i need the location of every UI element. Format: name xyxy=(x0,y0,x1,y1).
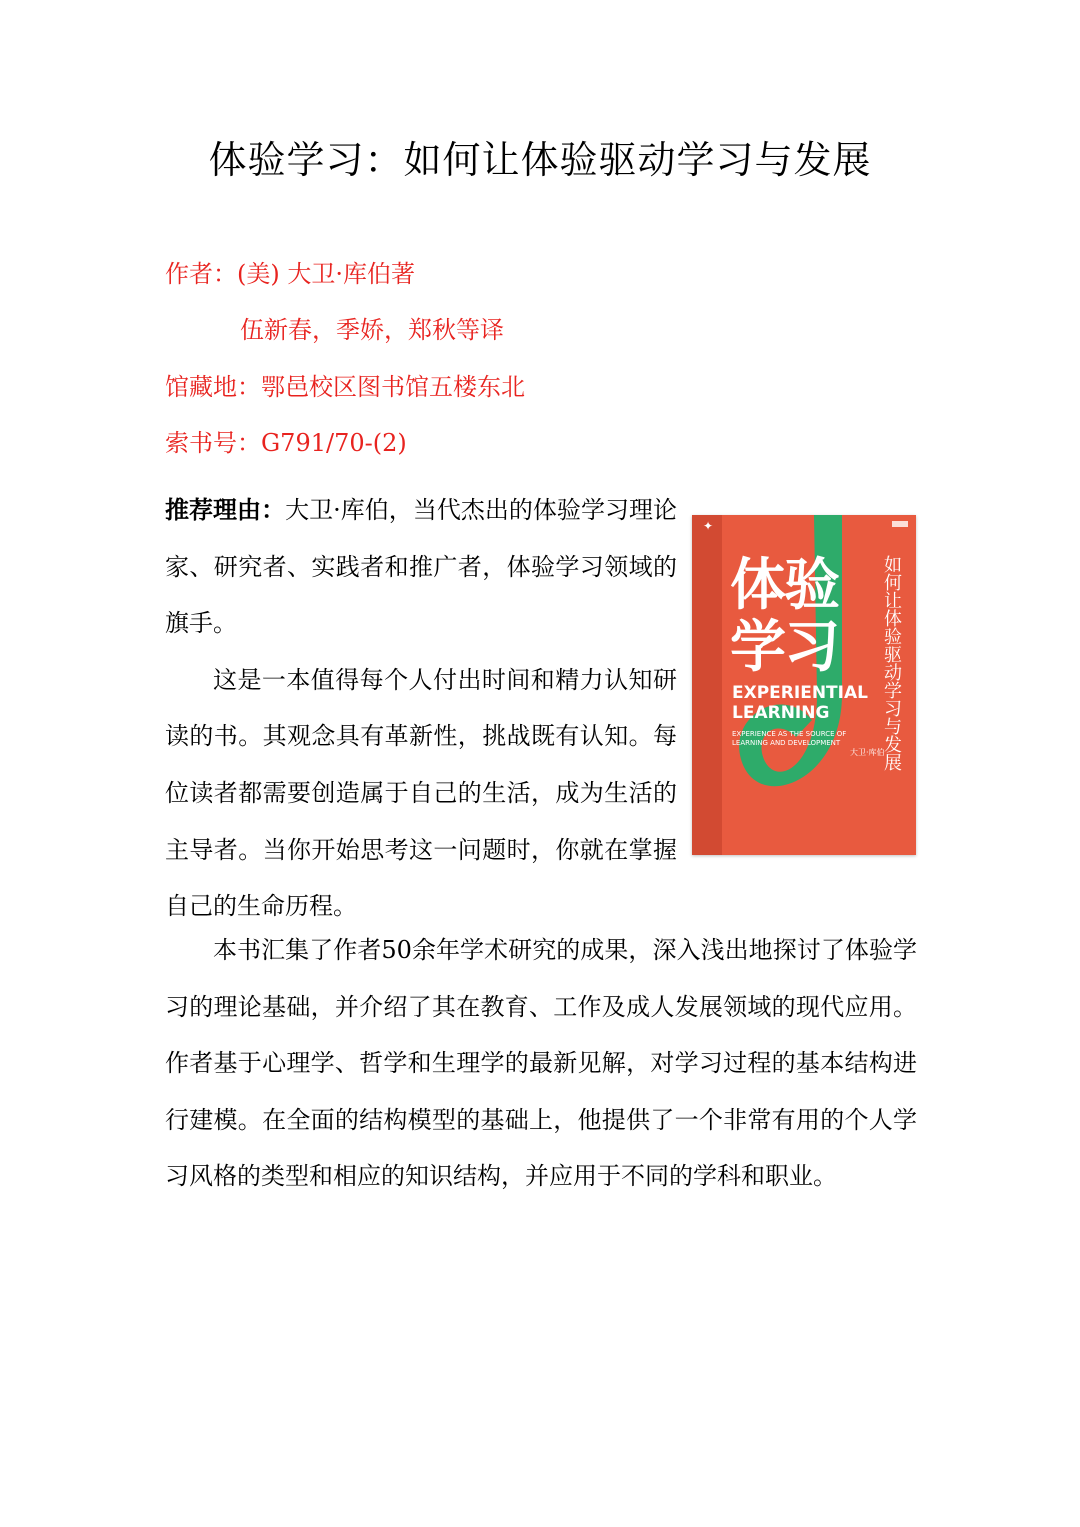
cover-author: 大卫·库伯 xyxy=(850,748,885,757)
translator-line: 伍新春，季娇，郑秋等译 xyxy=(240,316,504,344)
recommendation-section xyxy=(165,482,677,935)
description-paragraph: 本书汇集了作者50余年学术研究的成果，深入浅出地探讨了体验学习的理论基础，并介绍了其在教育、工作及成人发展领域的现代应用。作者基于心理学、哲学和生理学的最新见解，对学习过程的基本结构进行建模。在全面的结构模型的基础上，他提供了一个非常有用的个人学习风格的类型和相应的知识结构，并应用于不同的学科和职业。 xyxy=(165,936,917,1191)
cover-subtitle-cn: 如何让体验驱动学习与发展 xyxy=(881,555,902,771)
author-line: 作者：(美) 大卫·库伯著 xyxy=(165,260,415,288)
publisher-logo-icon: ✦ xyxy=(702,519,714,533)
page-title: 体验学习：如何让体验驱动学习与发展 xyxy=(208,138,872,182)
cover-title-cn: 体验学习 xyxy=(730,553,838,680)
location-line: 馆藏地：鄂邑校区图书馆五楼东北 xyxy=(165,373,525,401)
recommendation-paragraph-1 xyxy=(165,482,677,652)
call-number-line: 索书号：G791/70-(2) xyxy=(165,429,407,457)
book-cover-image xyxy=(692,515,916,855)
recommendation-paragraph-2: 这是一本值得每个人付出时间和精力认知研读的书。其观念具有革新性，挑战既有认知。每位读者都需要创造属于自己的生活，成为生活的主导者。当你开始思考这一问题时，你就在掌握自己的生命历程。 xyxy=(165,665,677,921)
cover-subtitle-en: EXPERIENCE AS THE SOURCE OF LEARNING AND DEVELOPMENT xyxy=(732,730,847,747)
recommendation-text-1: 大卫·库伯，当代杰出的体验学习理论家、研究者、实践者和推广者，体验学习领域的旗手。 xyxy=(165,496,677,638)
cover-title-en: EXPERIENTIAL LEARNING xyxy=(732,683,868,723)
recommendation-label: 推荐理由： xyxy=(165,495,286,524)
